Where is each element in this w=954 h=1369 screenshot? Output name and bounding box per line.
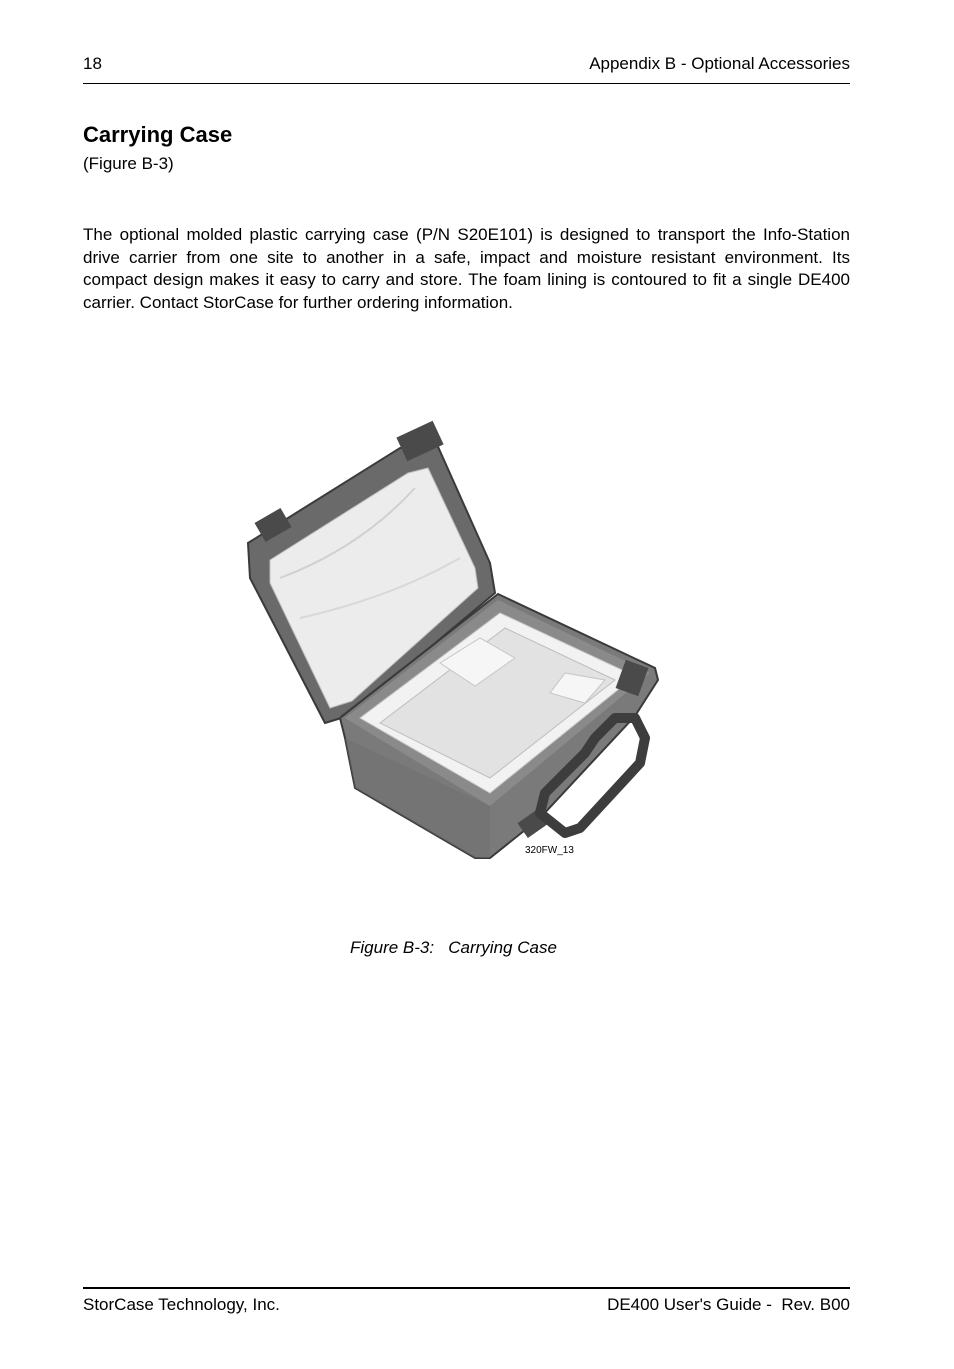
page-footer — [83, 1295, 850, 1317]
running-title: Appendix B - Optional Accessories — [589, 54, 850, 73]
carrying-case-illustration — [240, 418, 670, 863]
footer-company: StorCase Technology, Inc. — [83, 1295, 280, 1314]
page-number: 18 — [83, 54, 102, 73]
figure-caption: Figure B-3: Carrying Case — [350, 938, 557, 957]
footer-rule — [83, 1287, 850, 1289]
page-header — [83, 54, 850, 76]
footer-document: DE400 User's Guide - Rev. B00 — [607, 1295, 850, 1314]
carrying-case-figure — [240, 418, 670, 863]
body-paragraph: The optional molded plastic carrying case (P/N S20E101) is designed to transport the Info-Station drive carrier from one site to another in a safe, impact and moisture resistant environment. Its compact design makes it easy to carry and store. The foam lining is contoured to fit a single DE400 carrier. Contact StorCase for further ordering information. — [83, 225, 850, 312]
header-rule — [83, 83, 850, 84]
figure-reference: (Figure B-3) — [83, 154, 174, 173]
figure-image-id: 320FW_13 — [525, 845, 574, 856]
section-title: Carrying Case — [83, 122, 233, 147]
